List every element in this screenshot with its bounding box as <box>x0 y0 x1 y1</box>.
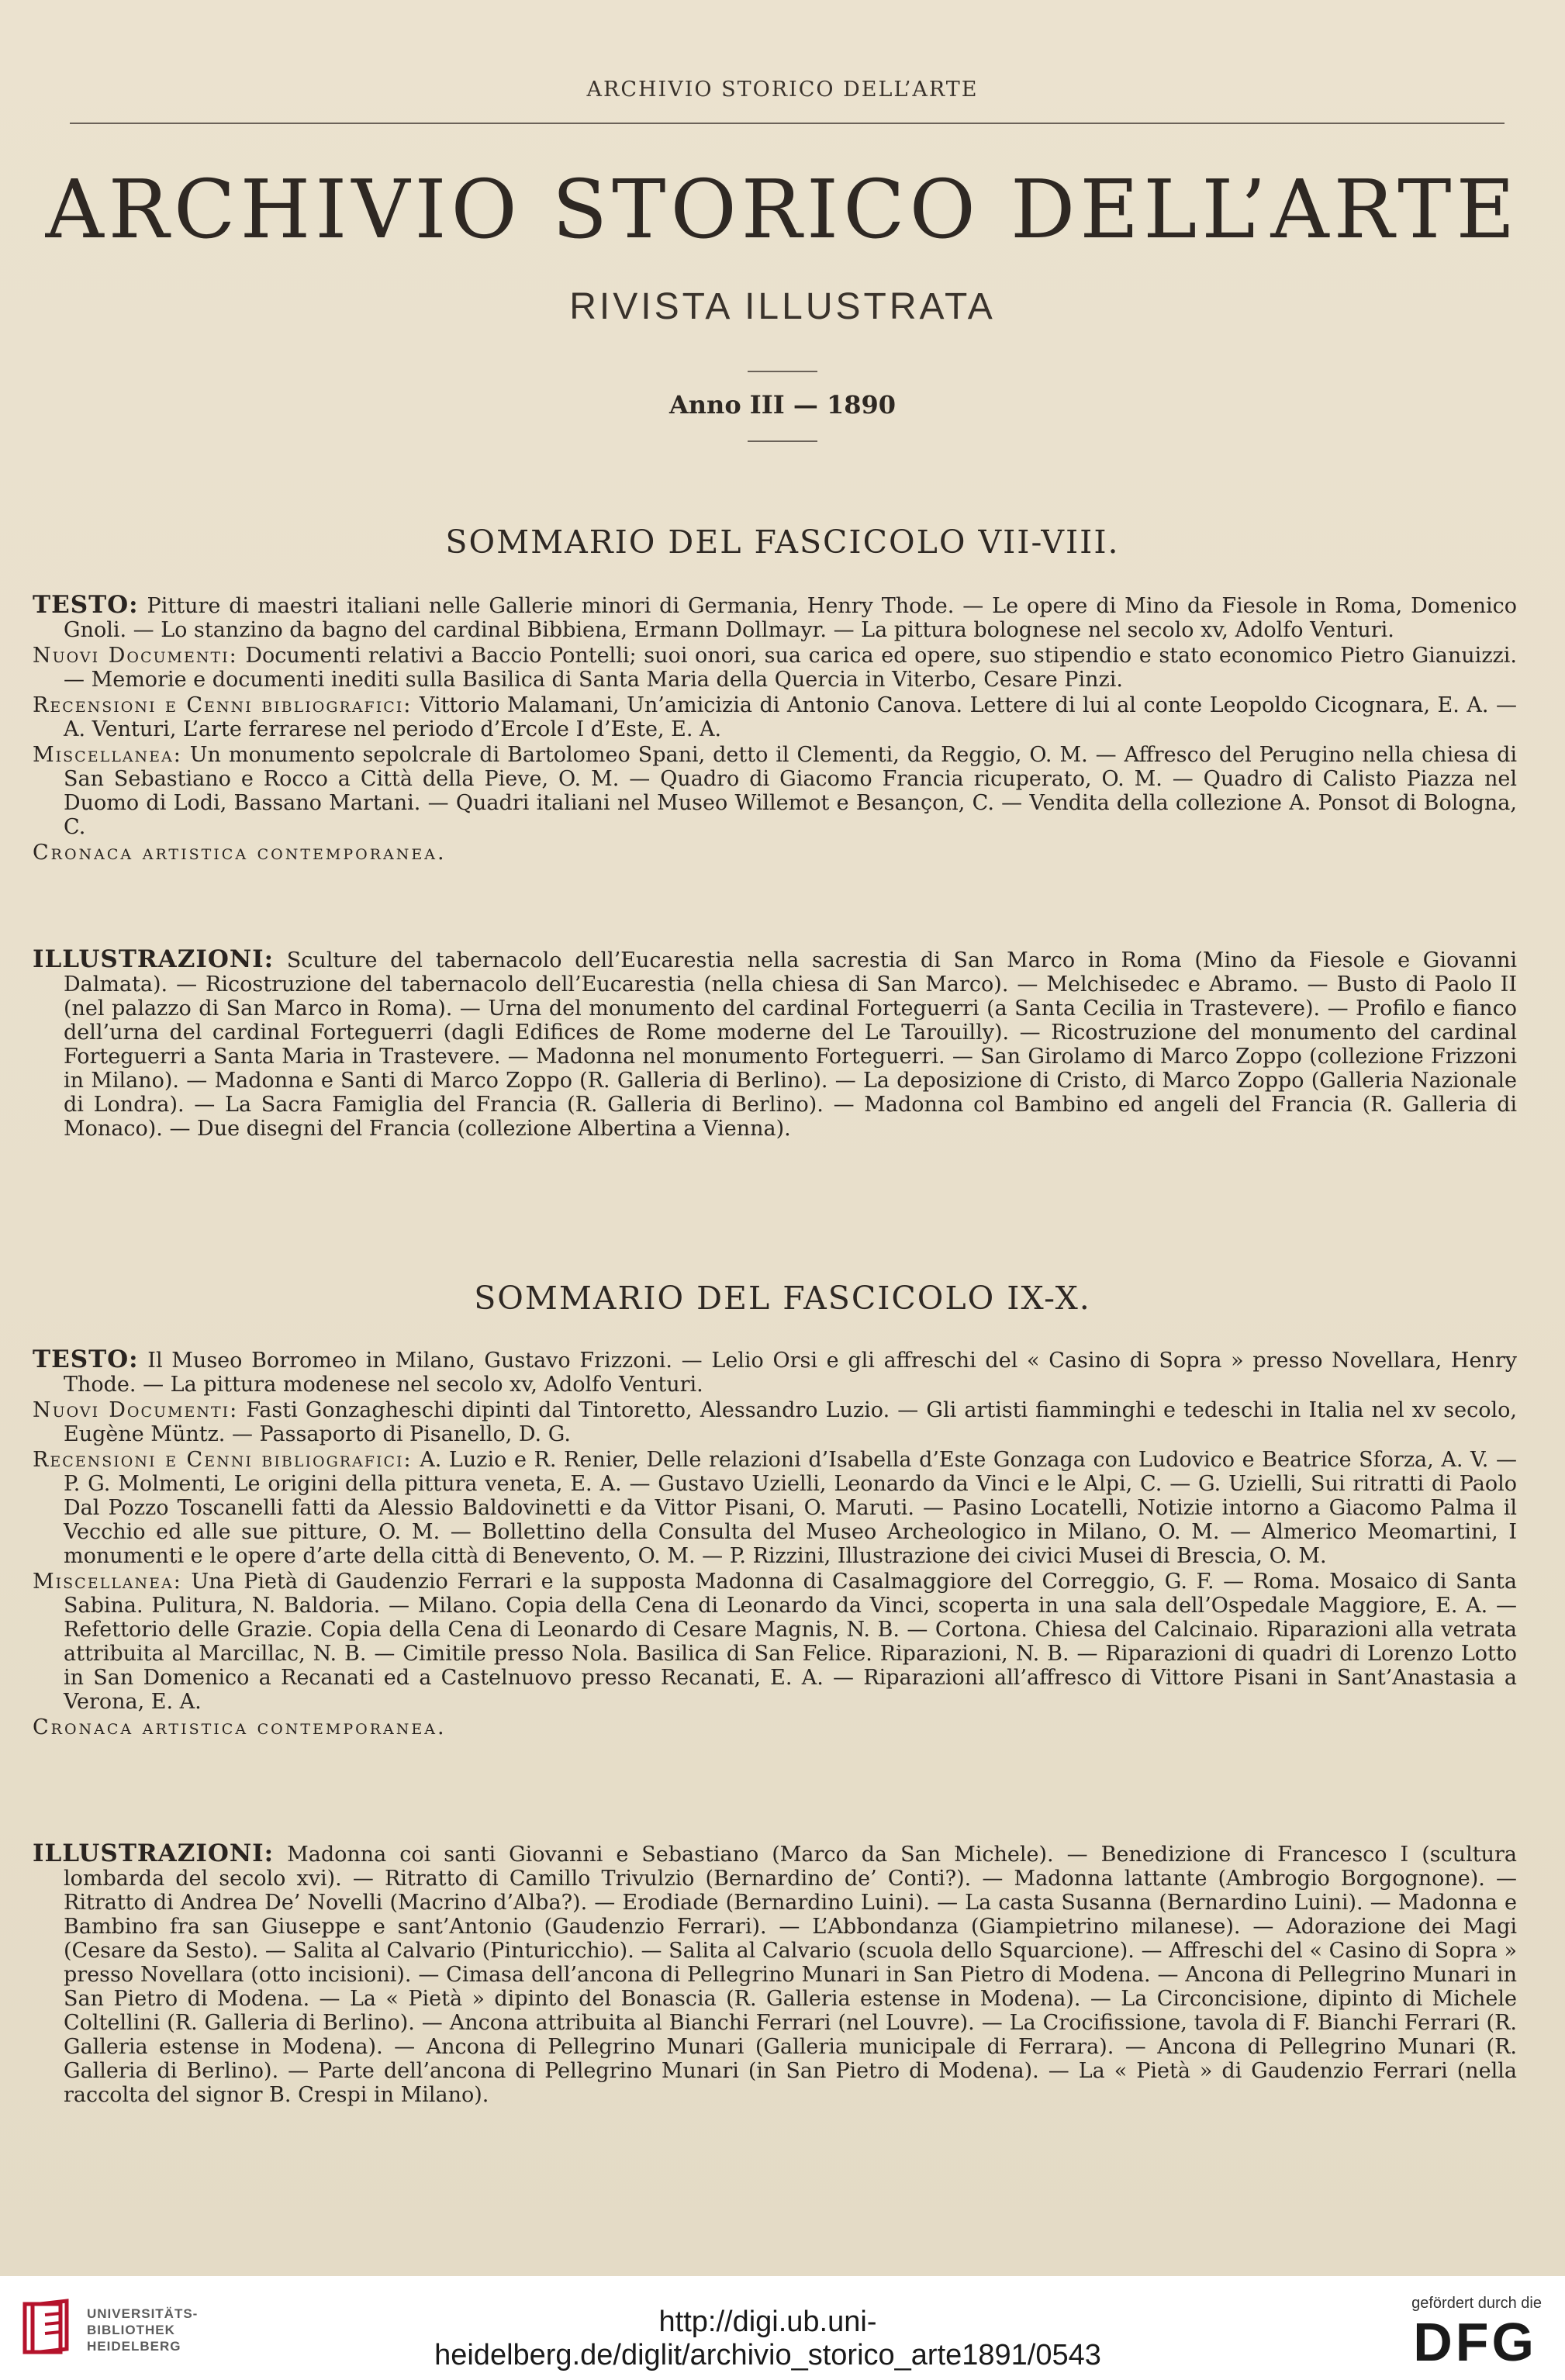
nuovi-documenti-entry <box>33 1398 1517 1446</box>
entry-text: Sculture del tabernacolo dell’Eucarestia nella sacrestia di San Marco in Roma (Mino da Fiesole e Giovanni Dalmata). — Ricostruzione del tabernacolo dell’Eucarestia (nella chiesa di San Marco). — Melchisedec e Abramo. — Busto di Paolo II (nel palazzo di San Marco in Roma). — Urna del monumento del cardinal Forteguerri (a Santa Cecilia in Trastevere). — Profilo e fianco dell’urna del cardinal Forteguerri (dagli Edifices de Rome moderne del Le Tarouilly). — Ricostruzione del monumento del cardinal Forteguerri a Santa Maria in Trastevere. — Madonna nel monumento Forteguerri. — San Girolamo di Marco Zoppo (collezione Frizzoni in Milano). — Madonna e Santi di Marco Zoppo (R. Galleria di Berlino). — La deposizione di Cristo, di Marco Zoppo (Galleria Nazionale di Londra). — La Sacra Famiglia del Francia (R. Galleria di Berlino). — Madonna col Bambino ed angeli del Francia (R. Galleria di Monaco). — Due disegni del Francia (collezione Albertina a Vienna). <box>64 948 1517 1141</box>
entry-label: Recensioni e Cenni bibliografici: <box>33 1448 413 1472</box>
recensioni-entry <box>33 1448 1517 1568</box>
entry-text: Il Museo Borromeo in Milano, Gustavo Frizzoni. — Lelio Orsi e gli affreschi del « Casino di Sopra » presso Novellara, Henry Thode. — La pittura modenese nel secolo xv, Adolfo Venturi. <box>64 1349 1517 1397</box>
library-name-line: UNIVERSITÄTS- <box>87 2306 199 2321</box>
illustrations-list <box>33 945 1517 1141</box>
testo-entry <box>33 593 1517 642</box>
illustrazioni-entry <box>33 1839 1517 2107</box>
entry-text: Madonna coi santi Giovanni e Sebastiano (Marco da San Michele). — Benedizione di Francesco I (scultura lombarda del secolo xvi). — Ritratto di Camillo Trivulzio (Bernardino de’ Conti?). — Madonna lattante (Ambrogio Borgognone). — Ritratto di Andrea De’ Novelli (Macrino d’Alba?). — Erodiade (Bernardino Luini). — La casta Susanna (Bernardino Luini). — Madonna e Bambino fra san Giuseppe e sant’Antonio (Gaudenzio Ferrari). — L’Abbondanza (Giampietrino milanese). — Adorazione dei Magi (Cesare da Sesto). — Salita al Calvario (Pinturicchio). — Salita al Calvario (scuola dello Squarcione). — Affreschi del « Casino di Sopra » presso Novellara (otto incisioni). — Cimasa dell’ancona di Pellegrino Munari in San Pietro di Modena. — Ancona di Pellegrino Munari in San Pietro di Modena. — La « Pietà » dipinto del Bonascia (R. Galleria estense in Modena). — La Circoncisione, dipinto di Michele Coltellini (R. Galleria di Berlino). — Ancona attribuita al Bianchi Ferrari (nel Louvre). — La Crocifissione, tavola di F. Bianchi Ferrari (R. Galleria estense in Modena). — Ancona di Pellegrino Munari (Galleria municipale di Ferrara). — Ancona di Pellegrino Munari (R. Galleria di Berlino). — Parte dell’ancona di Pellegrino Munari (in San Pietro di Modena). — La « Pietà » di Gaudenzio Ferrari (nella raccolta del signor B. Crespi in Milano). <box>64 1843 1517 2107</box>
entry-label: Nuovi Documenti: <box>33 1398 239 1422</box>
funding-caption: gefördert durch die <box>1411 2295 1542 2312</box>
running-head: ARCHIVIO STORICO DELL’ARTE <box>586 78 979 102</box>
divider-rule <box>748 371 817 372</box>
section-contents <box>33 1345 1517 1739</box>
entry-label: ILLUSTRAZIONI: <box>33 1839 275 1867</box>
nuovi-documenti-entry <box>33 644 1517 692</box>
cronaca-entry: Cronaca artistica contemporanea. <box>33 841 447 865</box>
entry-text: Documenti relativi a Baccio Pontelli; suoi onori, sua carica ed opere, suo stipendio e stato economico Pietro Gianuizzi. — Memorie e documenti inediti sulla Basilica di Santa Maria della Quercia in Viterbo, Cesare Pinzi. <box>64 644 1517 692</box>
section-heading: SOMMARIO DEL FASCICOLO VII-VIII. <box>445 523 1120 561</box>
section-heading: SOMMARIO DEL FASCICOLO IX-X. <box>474 1280 1091 1317</box>
illustrazioni-entry <box>33 945 1517 1141</box>
entry-text: Vittorio Malamani, Un’amicizia di Antonio Canova. Lettere di lui al conte Leopoldo Cicognara, E. A. — A. Venturi, L’arte ferrarese nel periodo d’Ercole I d’Este, E. A. <box>64 693 1517 741</box>
entry-text: Pitture di maestri italiani nelle Gallerie minori di Germania, Henry Thode. — Le opere di Mino da Fiesole in Roma, Domenico Gnoli. — Lo stanzino da bagno del cardinal Bibbiena, Ermann Dollmayr. — La pittura bolognese nel secolo xv, Adolfo Venturi. <box>64 594 1517 642</box>
university-library-logo-icon <box>22 2298 73 2360</box>
entry-label: TESTO: <box>33 1345 139 1373</box>
entry-label: Recensioni e Cenni bibliografici: <box>33 693 413 717</box>
cronaca-entry: Cronaca artistica contemporanea. <box>33 1715 447 1739</box>
miscellanea-entry <box>33 743 1517 839</box>
entry-text: Un monumento sepolcrale di Bartolomeo Spani, detto il Clementi, da Reggio, O. M. — Affresco del Perugino nella chiesa di San Sebastiano e Rocco a Città della Pieve, O. M. — Quadro di Giacomo Francia ricuperato, O. M. — Quadro di Calisto Piazza nel Duomo di Lodi, Bassano Martani. — Quadri italiani nel Museo Willemot e Besançon, C. — Vendita della collezione A. Ponsot di Bologna, C. <box>64 743 1518 839</box>
divider-rule <box>748 440 817 442</box>
entry-label: Miscellanea: <box>33 1570 182 1594</box>
library-name-line: HEIDELBERG <box>87 2339 181 2354</box>
dfg-logo: DFG <box>1413 2312 1537 2372</box>
entry-text: Fasti Gonzagheschi dipinti dal Tintoretto, Alessandro Luzio. — Gli artisti fiamminghi e tedeschi in Italia nel xv secolo, Eugène Müntz. — Passaporto di Pisanello, D. G. <box>64 1398 1517 1446</box>
testo-entry <box>33 1345 1517 1397</box>
recensioni-entry <box>33 693 1517 741</box>
entry-label: Nuovi Documenti: <box>33 644 238 668</box>
journal-title: ARCHIVIO STORICO DELL’ARTE <box>45 162 1520 257</box>
header-rule <box>70 123 1505 124</box>
entry-text: A. Luzio e R. Renier, Delle relazioni d’Isabella d’Este Gonzaga con Ludovico e Beatrice Sforza, A. V. — P. G. Molmenti, Le origini della pittura veneta, E. A. — Gustavo Uzielli, Leonardo da Vinci e le Alpi, C. — G. Uzielli, Sui ritratti di Paolo Dal Pozzo Toscanelli fatti da Alessio Baldovinetti e da Vittor Pisani, O. Maruti. — Pasino Locatelli, Notizie intorno a Giacomo Palma il Vecchio ed alle sue pitture, O. M. — Bollettino della Consulta del Museo Archeologico in Milano, O. M. — Almerico Meomartini, I monumenti e le opere d’arte della città di Benevento, O. M. — P. Rizzini, Illustrazione dei civici Musei di Brescia, O. M. <box>64 1448 1517 1568</box>
journal-subtitle: RIVISTA ILLUSTRATA <box>569 286 996 327</box>
miscellanea-entry <box>33 1570 1517 1714</box>
entry-label: ILLUSTRAZIONI: <box>33 945 275 973</box>
entry-text: Una Pietà di Gaudenzio Ferrari e la supposta Madonna di Casalmaggiore del Correggio, G. F. — Roma. Mosaico di Santa Sabina. Pulitura, N. Baldoria. — Milano. Copia della Cena di Leonardo da Vinci, scoperta in una sala dell’Ospedale Maggiore, E. A. — Refettorio delle Grazie. Copia della Cena di Leonardo di Cesare Magnis, N. B. — Cortona. Chiesa del Calcinaio. Riparazioni alla vetrata attribuita al Marcillac, N. B. — Cimitile presso Nola. Basilica di San Felice. Riparazioni, N. B. — Riparazioni di quadri di Lorenzo Lotto in San Domenico a Recanati ed a Castelnuovo presso Recanati, E. A. — Riparazioni all’affresco di Vittore Pisani in Sant’Anastasia a Verona, E. A. <box>64 1570 1517 1714</box>
library-name <box>87 2306 198 2354</box>
entry-label: Miscellanea: <box>33 743 182 767</box>
illustrations-list <box>33 1839 1517 2107</box>
digitization-footer <box>0 2276 1565 2380</box>
library-name-line: BIBLIOTHEK <box>87 2323 175 2337</box>
entry-label: TESTO: <box>33 591 139 619</box>
permalink-url[interactable]: http://digi.ub.uni-heidelberg.de/diglit/archivio_storico_arte1891/0543 <box>434 2306 1101 2371</box>
section-contents <box>33 593 1517 865</box>
year-line: Anno III — 1890 <box>668 390 897 420</box>
